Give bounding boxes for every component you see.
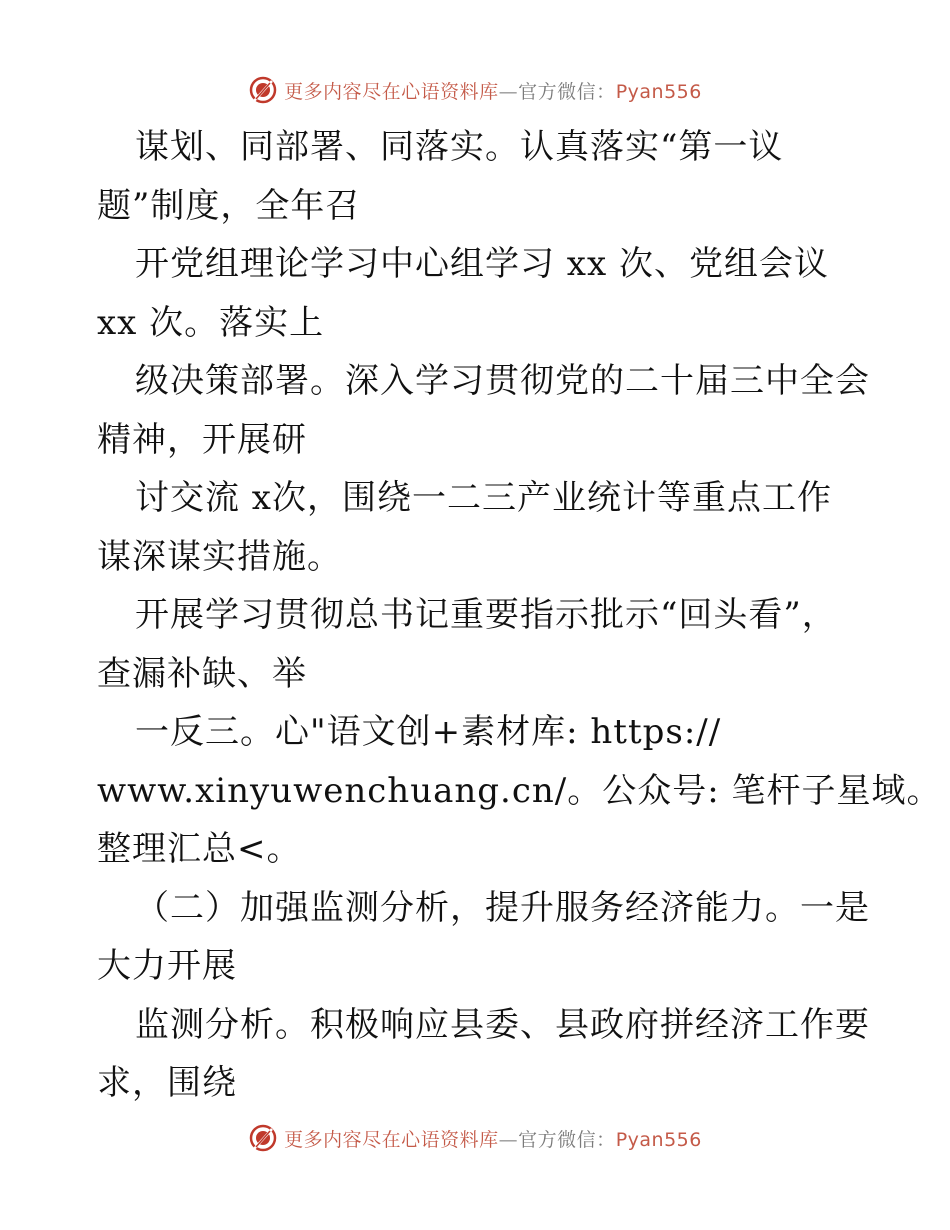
text-line: （二）加强监测分析，提升服务经济能力。一是 [135, 887, 870, 928]
text-line: 大力开展 [97, 946, 237, 986]
quill-logo-icon [248, 75, 278, 105]
watermark-id: Pyan556 [615, 80, 702, 103]
watermark-id: Pyan556 [615, 1128, 702, 1151]
watermark-text [284, 1125, 702, 1152]
text-line: 谋划、同部署、同落实。认真落实“第一议 [135, 127, 784, 167]
text-line: 题”制度，全年召 [97, 185, 361, 226]
watermark-label: 官方微信： [518, 80, 616, 103]
text-line: 求，围绕 [97, 1063, 237, 1103]
text-line: 精神，开展研 [97, 419, 307, 460]
text-line: 整理汇总<。 [97, 829, 302, 869]
quill-logo-icon [248, 1123, 278, 1153]
watermark-label: 官方微信： [518, 1128, 616, 1151]
text-line: 谋深谋实措施。 [97, 536, 342, 577]
text-line: xx 次。落实上 [97, 302, 325, 343]
text-line: 讨交流 x次，围绕一二三产业统计等重点工作 [135, 478, 832, 518]
text-line: 级决策部署。深入学习贯彻党的二十届三中全会 [135, 361, 870, 401]
footer-watermark [0, 1118, 950, 1158]
text-line: 查漏补缺、举 [97, 653, 307, 694]
text-line: 一反三。心"语文创+素材库: https:// [135, 712, 722, 752]
text-line: 开党组理论学习中心组学习 xx 次、党组会议 [135, 244, 829, 284]
document-body [97, 118, 942, 1113]
watermark-prefix: 更多内容尽在心语资料库 [284, 1128, 499, 1151]
watermark-text [284, 77, 702, 104]
header-watermark [0, 70, 950, 110]
text-line: 监测分析。积极响应县委、县政府拼经济工作要 [135, 1004, 870, 1045]
watermark-dash: — [498, 80, 519, 103]
text-line: 开展学习贯彻总书记重要指示批示“回头看”， [135, 595, 837, 635]
watermark-dash: — [498, 1128, 519, 1151]
watermark-prefix: 更多内容尽在心语资料库 [284, 80, 499, 103]
text-line: www.xinyuwenchuang.cn/。公众号: 笔杆子星域。 [97, 770, 942, 811]
